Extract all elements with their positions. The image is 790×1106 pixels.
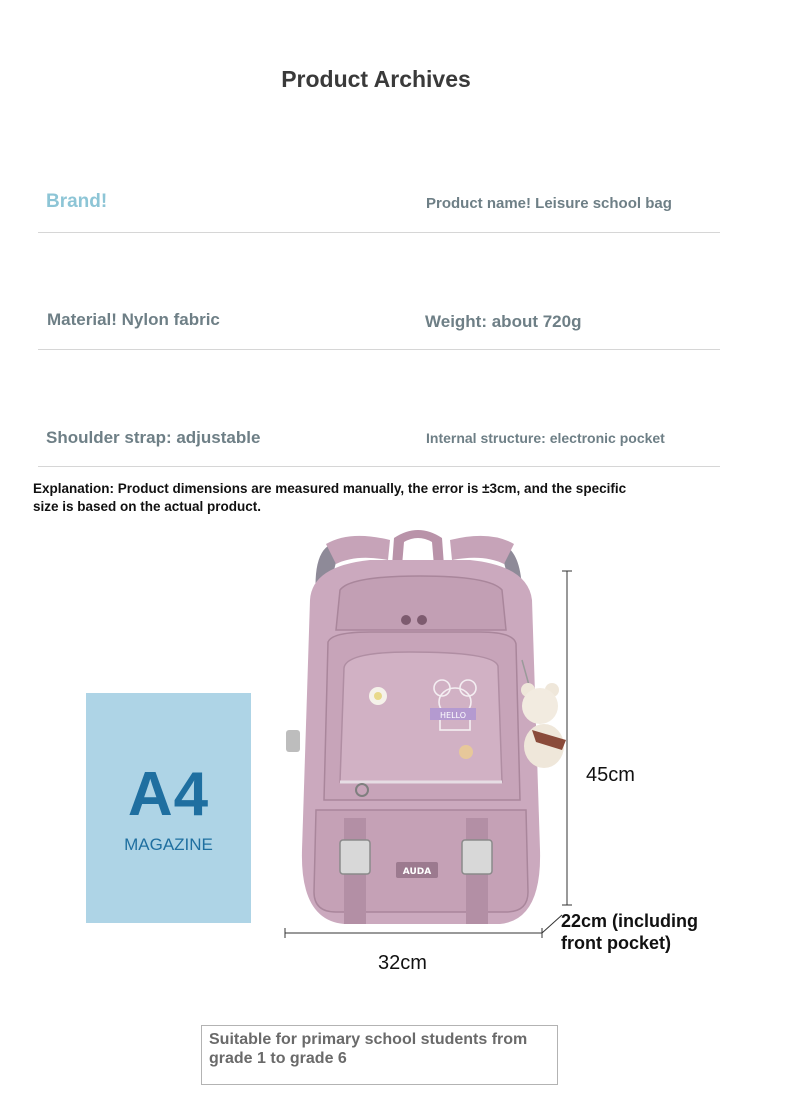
divider xyxy=(38,349,720,350)
depth-label: 22cm (including front pocket) xyxy=(561,911,699,953)
suitability-note xyxy=(201,1025,558,1085)
depth-line xyxy=(542,915,562,933)
divider xyxy=(38,232,720,233)
spec-weight: Weight: about 720g xyxy=(425,312,582,331)
spec-shoulder-strap: Shoulder strap: adjustable xyxy=(46,428,261,447)
width-label: 32cm xyxy=(378,952,427,974)
spec-material: Material! Nylon fabric xyxy=(47,310,220,329)
explanation-text: Explanation: Product dimensions are measured manually, the error is ±3cm, and the specific size is based on the actual product. xyxy=(33,481,627,514)
a4-label: A4 xyxy=(127,760,210,829)
suitability-text: Suitable for primary school students from grade 1 to grade 6 xyxy=(209,1031,528,1067)
magazine-label: MAGAZINE xyxy=(124,835,213,854)
spec-brand: Brand! xyxy=(46,191,108,212)
divider xyxy=(38,466,720,467)
right-shoulder-strap xyxy=(450,536,514,564)
bag-logo-text: AUDA xyxy=(402,867,432,877)
hello-patch-text: HELLO xyxy=(440,711,466,720)
dimension-lines xyxy=(280,565,580,950)
left-shoulder-strap xyxy=(326,536,390,564)
height-label: 45cm xyxy=(586,764,635,786)
page-title: Product Archives xyxy=(281,66,471,92)
a4-magazine-card xyxy=(86,693,251,923)
spec-product-name: Product name! Leisure school bag xyxy=(426,195,672,212)
spec-internal-structure: Internal structure: electronic pocket xyxy=(426,430,665,446)
